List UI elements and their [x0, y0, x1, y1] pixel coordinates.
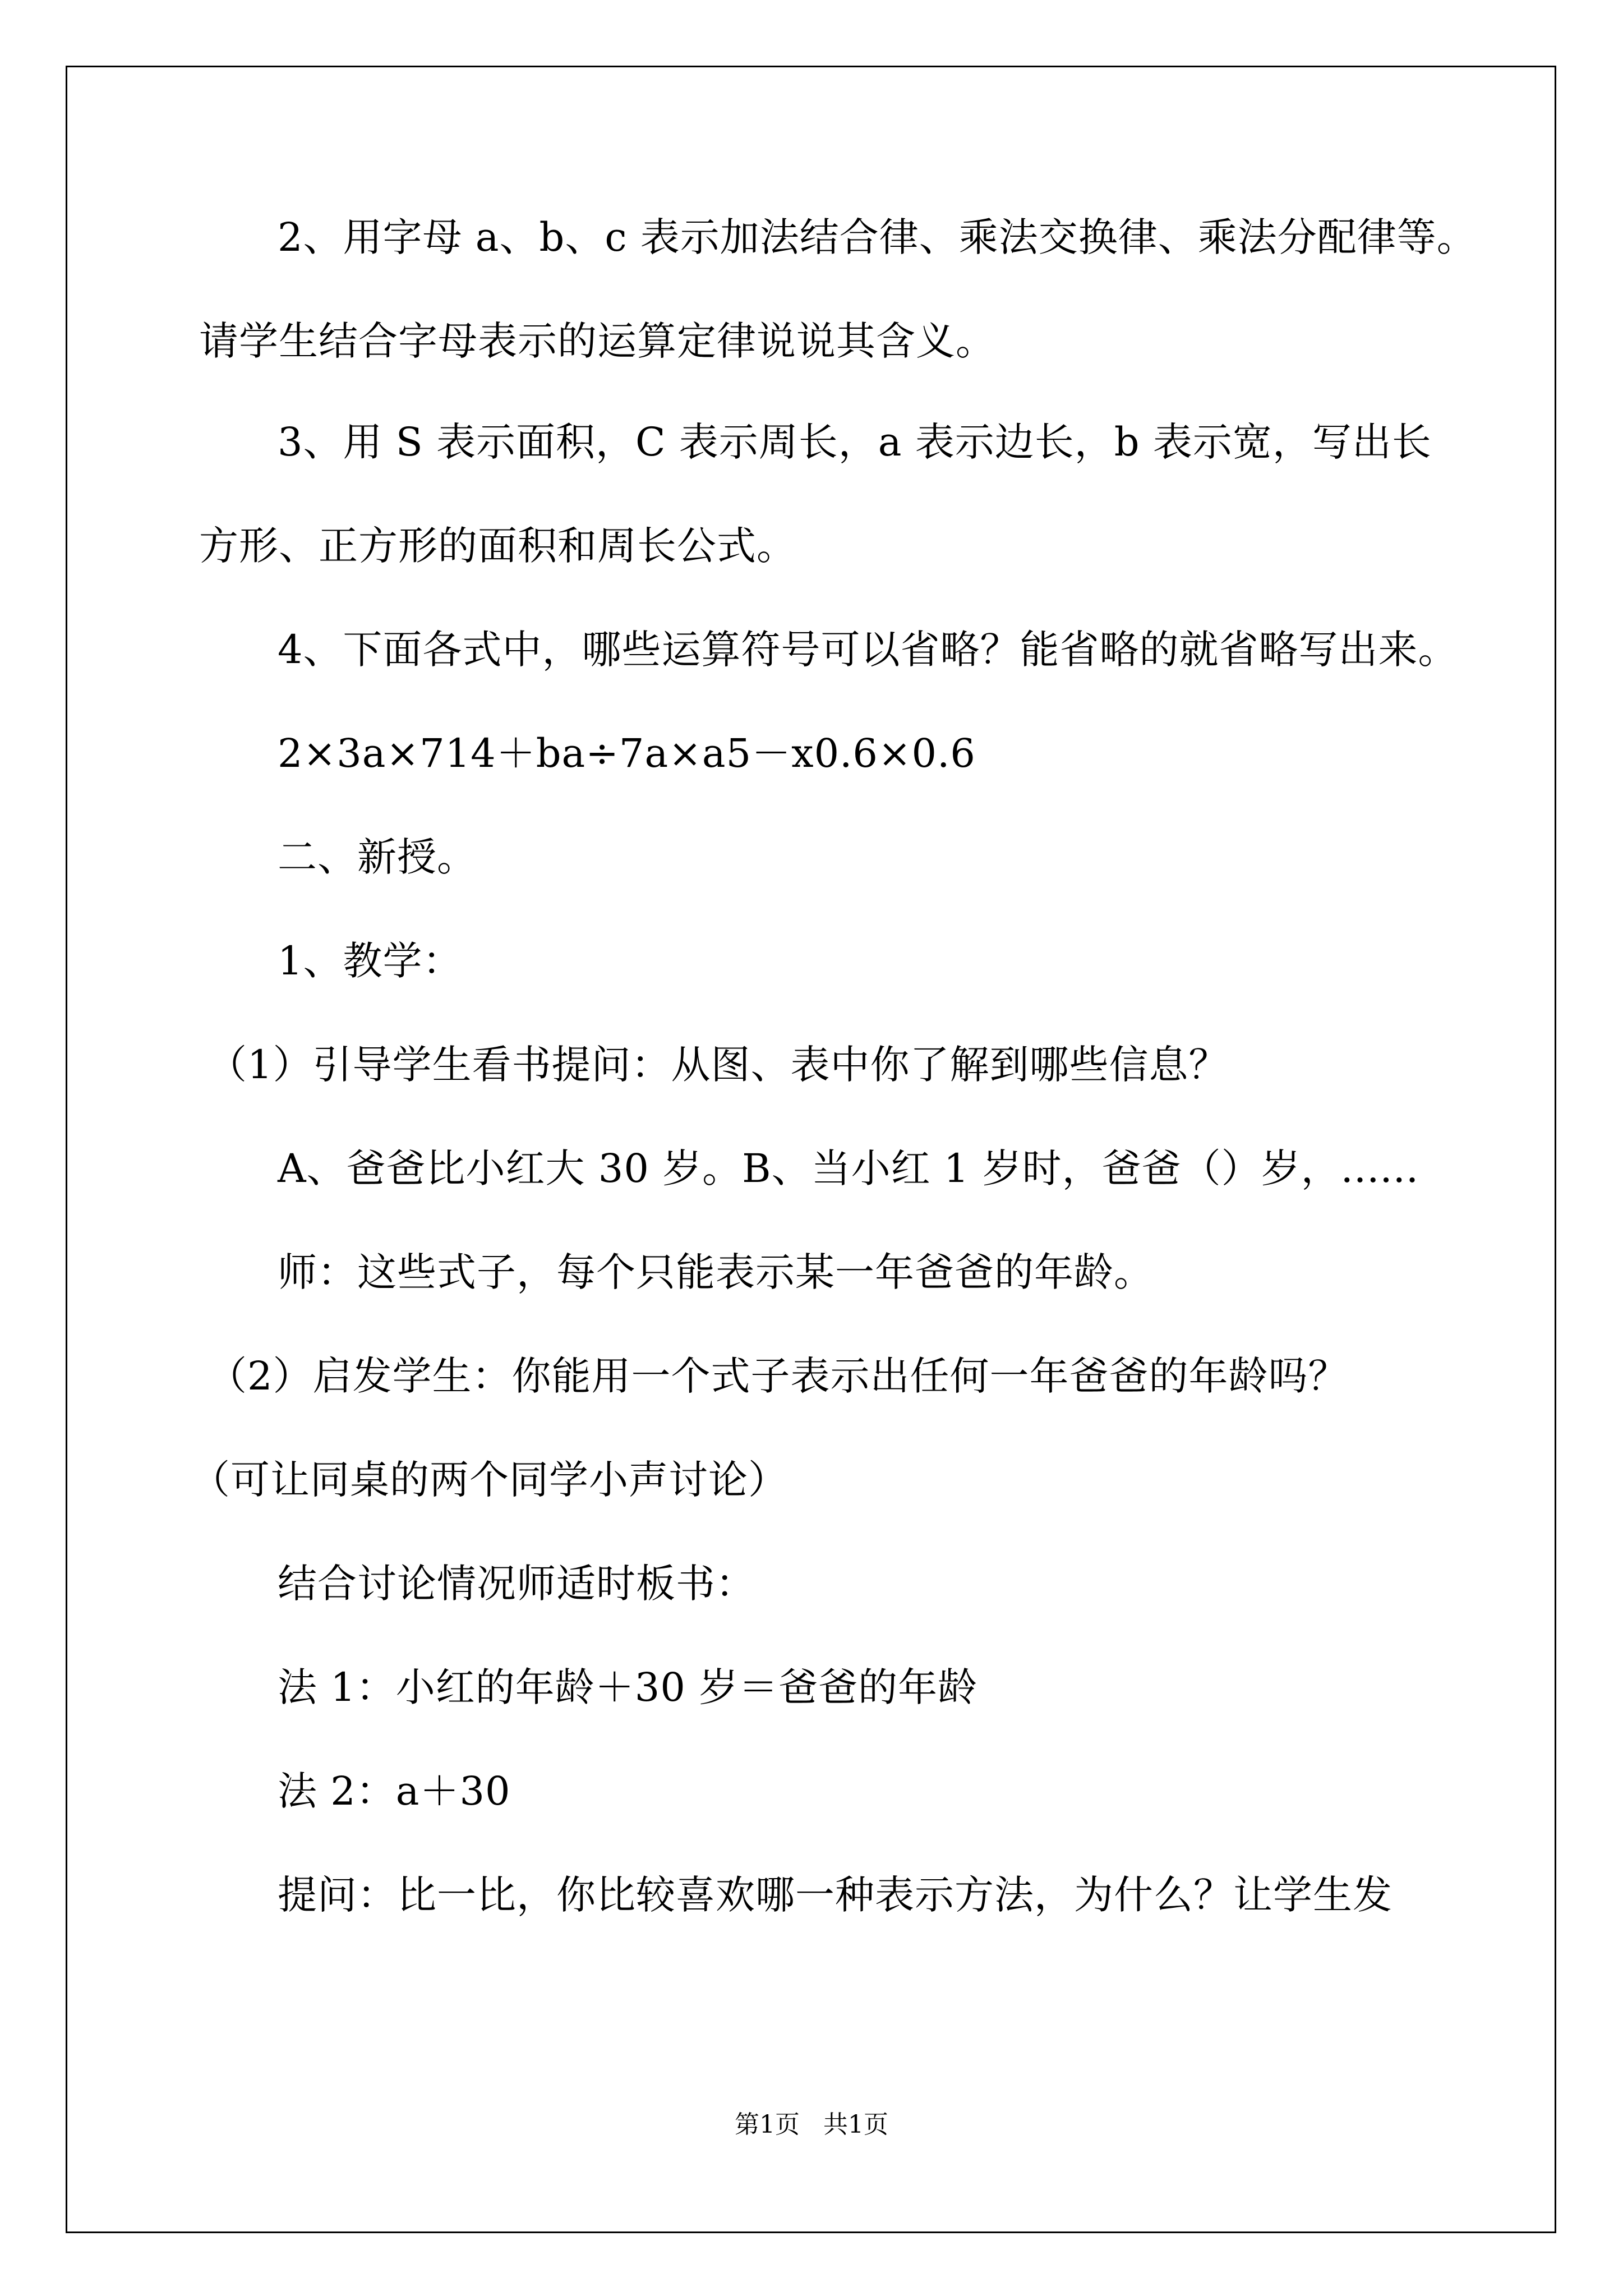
section-heading: 二、新授。	[278, 834, 477, 880]
page-number-total: 共1页	[823, 2110, 888, 2139]
paragraph-line: 师：这些式子，每个只能表示某一年爸爸的年龄。	[278, 1249, 1154, 1295]
page-footer	[0, 2108, 1623, 2142]
paragraph-line: 方形、正方形的面积和周长公式。	[199, 523, 796, 569]
paragraph-line: 请学生结合字母表示的运算定律说说其含义。	[199, 318, 995, 364]
paragraph-line: 4、下面各式中，哪些运算符号可以省略？能省略的就省略写出来。	[278, 627, 1458, 673]
paragraph-line: 提问：比一比，你比较喜欢哪一种表示方法，为什么？让学生发	[278, 1872, 1393, 1918]
paragraph-line: （1）引导学生看书提问：从图、表中你了解到哪些信息？	[208, 1042, 1229, 1088]
paragraph-line: 3、用 S 表示面积，C 表示周长，a 表示边长，b 表示宽，写出长	[278, 419, 1432, 465]
paragraph-line: 法 2：a＋30	[278, 1768, 511, 1814]
formula-line: 2×3a×714＋ba÷7a×a5－x0.6×0.6	[278, 730, 976, 776]
paragraph-line: （2）启发学生：你能用一个式子表示出任何一年爸爸的年龄吗？	[208, 1353, 1348, 1399]
sub-heading: 1、教学：	[278, 938, 463, 984]
paragraph-line: A、爸爸比小红大 30 岁。B、当小红 1 岁时，爸爸（）岁，......	[278, 1145, 1419, 1191]
paragraph-line: 2、用字母 a、b、c 表示加法结合律、乘法交换律、乘法分配律等。	[278, 214, 1477, 260]
paragraph-line: 法 1：小红的年龄＋30 岁＝爸爸的年龄	[278, 1664, 978, 1710]
page-number-current: 第1页	[735, 2110, 800, 2139]
paragraph-line: （可让同桌的两个同学小声讨论）	[191, 1457, 788, 1503]
paragraph-line: 结合讨论情况师适时板书：	[278, 1561, 755, 1607]
